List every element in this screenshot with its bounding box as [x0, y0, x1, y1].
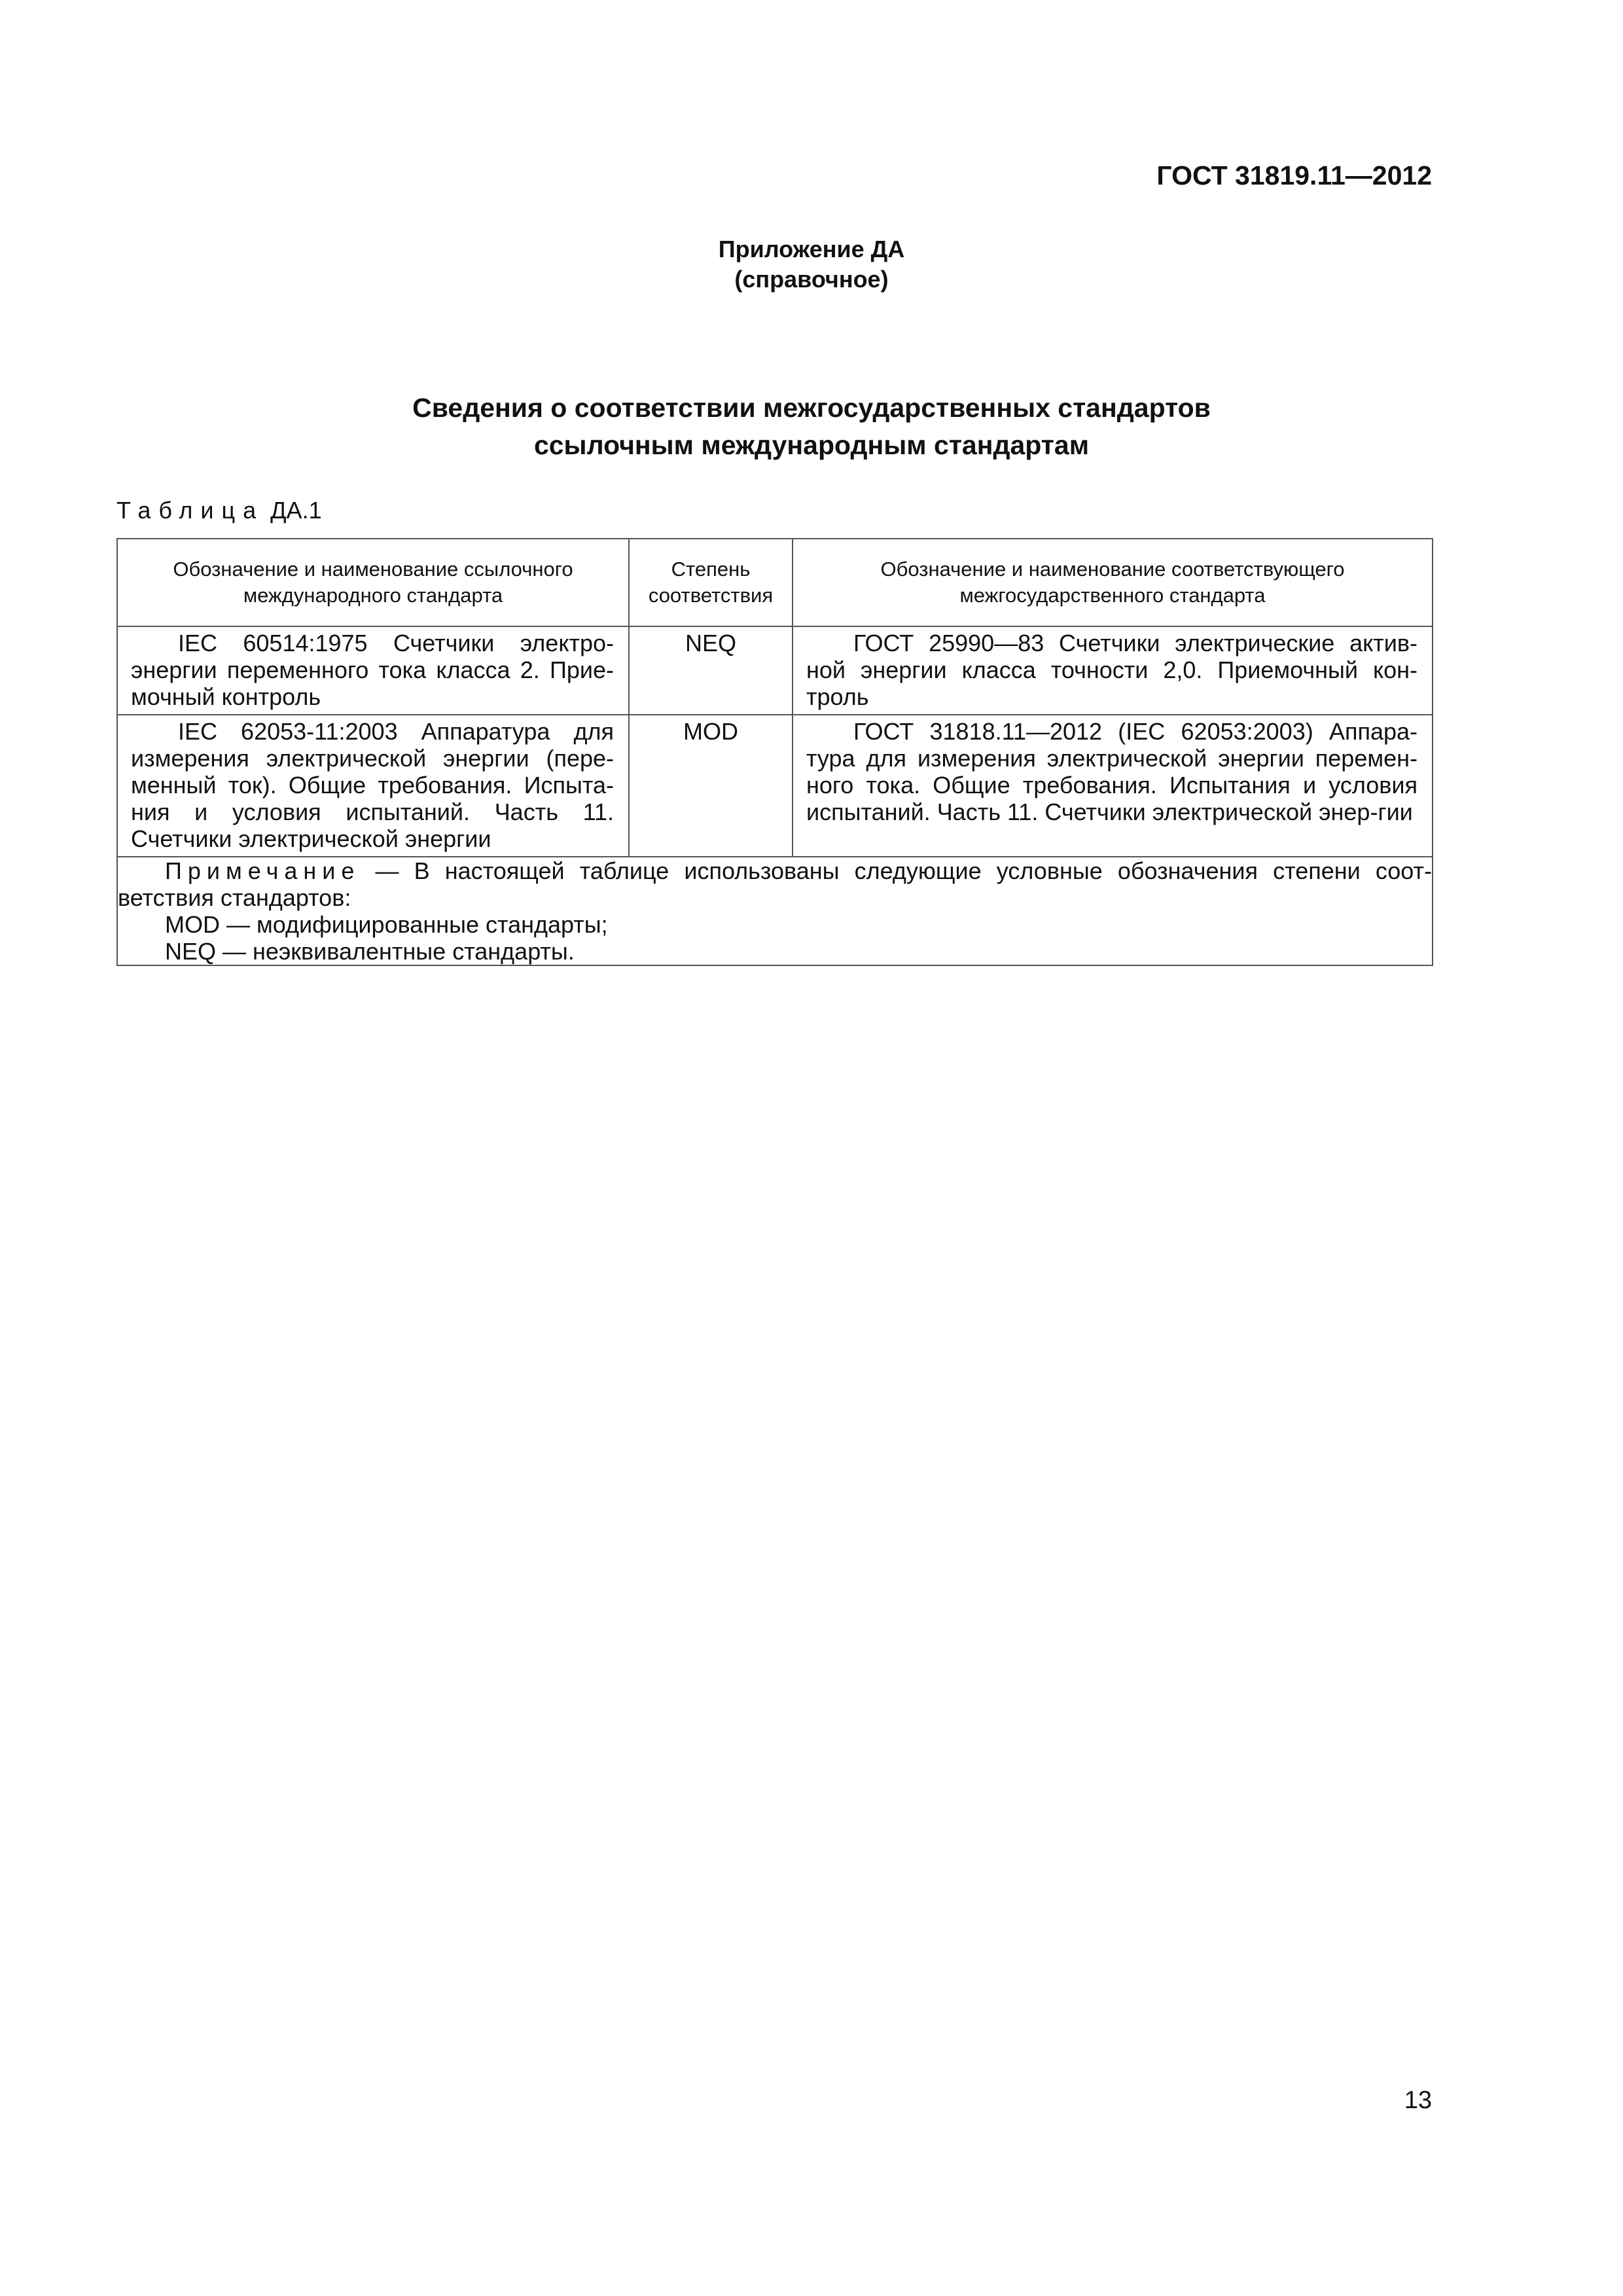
interstate-standard: ГОСТ 25990—83 Счетчики электрические актив-ной энергии класса точности 2,0. Приемочный кон-троль [806, 630, 1418, 710]
page-title-line-2: ссылочным международным стандартам [533, 430, 1090, 460]
note-item-mod: MOD — модифицированные стандарты; [165, 911, 608, 938]
table-note [117, 857, 1433, 965]
column-header-international: Обозначение и наименование ссылочного международного стандарта [117, 539, 629, 626]
page-number: 13 [1404, 2087, 1432, 2114]
column-header-interstate: Обозначение и наименование соответствующего межгосударственного стандарта [793, 539, 1433, 626]
note-text: — В настоящей таблице использованы следующие условные обозначения степени соот-ветствия стандартов: [118, 857, 1432, 911]
table-header-row [117, 539, 1433, 626]
appendix-title: Приложение ДА [718, 236, 905, 262]
interstate-standard: ГОСТ 31818.11—2012 (IEC 62053:2003) Аппара-тура для измерения электрической энергии перемен-ного тока. Общие требования. Испытания и условия испытаний. Часть 11. Счетчики электрической энер-гии [806, 718, 1418, 825]
note-label: Примечание [165, 857, 361, 884]
international-standard: IEC 60514:1975 Счетчики электро-энергии переменного тока класса 2. Прие-мочный контроль [131, 630, 614, 710]
correspondence-table [116, 538, 1433, 966]
appendix-heading [0, 234, 1623, 295]
table-cell [117, 715, 629, 857]
document-code: ГОСТ 31819.11—2012 [1156, 160, 1432, 190]
appendix-type: (справочное) [734, 266, 889, 293]
note-item-neq: NEQ — неэквивалентные стандарты. [165, 938, 575, 965]
table-caption-number: ДА.1 [270, 497, 322, 524]
table-cell [629, 715, 793, 857]
table-cell [793, 626, 1433, 715]
table-row [117, 626, 1433, 715]
table-caption [116, 496, 322, 525]
correspondence-degree: MOD [683, 718, 738, 745]
table-cell [629, 626, 793, 715]
table-note-row [117, 857, 1433, 965]
table-caption-word: Таблица [116, 497, 264, 524]
correspondence-degree: NEQ [685, 630, 736, 656]
international-standard: IEC 62053-11:2003 Аппаратура для измерения электрической энергии (пере-менный ток). Общие требования. Испыта-ния и условия испытаний. Часть 11. Счетчики электрической энергии [131, 718, 614, 852]
table-row [117, 715, 1433, 857]
table-cell [117, 626, 629, 715]
column-header-degree: Степень соответствия [629, 539, 793, 626]
table-cell [793, 715, 1433, 857]
page-title [0, 389, 1623, 464]
page-title-line-1: Сведения о соответствии межгосударственных стандартов [412, 393, 1211, 423]
note-intro [118, 857, 1432, 911]
